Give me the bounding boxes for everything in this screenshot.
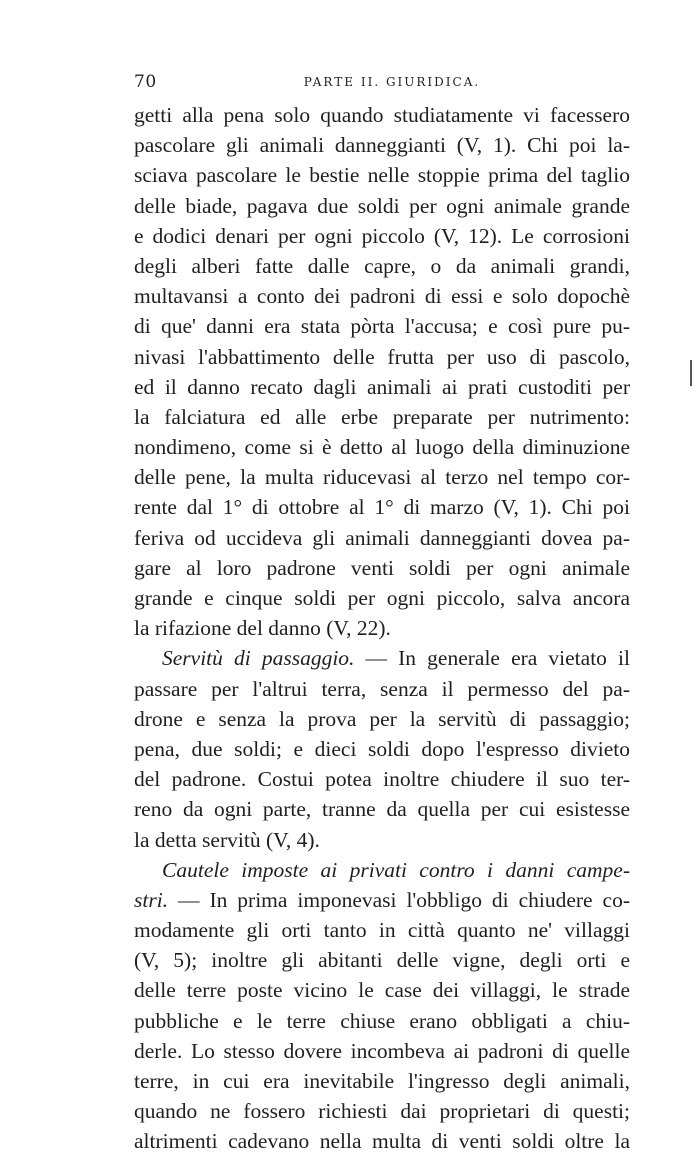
text-line: [134, 764, 630, 794]
text-line: [134, 402, 630, 432]
text-run: multavansi a conto dei padroni di essi e solo dopochè: [134, 284, 630, 309]
text-line: [134, 191, 630, 221]
text-run: — In generale era vietato il: [354, 646, 630, 671]
text-run: passare per l'altrui terra, senza il permesso del pa-: [134, 676, 630, 701]
text-run: drone e senza la prova per la servitù di passaggio;: [134, 706, 630, 731]
text-run: delle biade, pagava due soldi per ogni animale grande: [134, 193, 630, 218]
text-run: e dodici denari per ogni piccolo (V, 12). Le corrosioni: [134, 223, 630, 248]
text-line: [134, 523, 630, 553]
text-line: [134, 311, 630, 341]
page-header: [134, 72, 630, 96]
text-line: [134, 945, 630, 975]
text-line: [134, 1006, 630, 1036]
section-heading: stri.: [134, 887, 169, 912]
text-line: [134, 342, 630, 372]
text-line: [134, 915, 630, 945]
margin-mark: [690, 360, 692, 386]
text-run: la rifazione del danno (V, 22).: [134, 616, 391, 641]
section-heading: Servitù di passaggio.: [162, 646, 355, 671]
text-run: modamente gli orti tanto in città quanto ne' villaggi: [134, 918, 630, 943]
text-run: grande e cinque soldi per ogni piccolo, salva ancora: [134, 586, 630, 610]
text-run: pena, due soldi; e dieci soldi dopo l'espresso divieto: [134, 736, 630, 761]
text-run: delle terre poste vicino le case dei villaggi, le strade: [134, 978, 630, 1003]
text-run: (V, 5); inoltre gli abitanti delle vigne, degli orti e: [134, 948, 630, 973]
text-line: [134, 160, 630, 190]
text-line: [134, 492, 630, 522]
text-line: [134, 583, 630, 613]
text-line: [134, 100, 630, 130]
text-line: [134, 462, 630, 492]
text-run: terre, in cui era inevitabile l'ingresso degli animali,: [134, 1069, 630, 1093]
text-line: [134, 372, 630, 402]
text-run: di que' danni era stata pòrta l'accusa; e così pure pu-: [134, 314, 630, 339]
text-run: reno da ogni parte, tranne da quella per cui esistesse: [134, 797, 630, 822]
text-run: altrimenti cadevano nella multa di venti soldi oltre la: [134, 1129, 630, 1154]
text-run: gare al loro padrone venti soldi per ogni animale: [134, 555, 630, 580]
text-run: derle. Lo stesso dovere incombeva ai padroni di quelle: [134, 1038, 630, 1063]
text-run: — In prima imponevasi l'obbligo di chiudere co-: [168, 887, 630, 912]
text-run: ed il danno recato dagli animali ai prati custoditi per: [134, 374, 630, 399]
text-line: [134, 432, 630, 462]
text-run: delle pene, la multa riducevasi al terzo nel tempo cor-: [134, 465, 630, 490]
text-line: [134, 643, 630, 673]
text-run: nivasi l'abbattimento delle frutta per uso di pascolo,: [134, 344, 630, 369]
text-line: [134, 825, 630, 855]
text-line: [134, 1066, 630, 1096]
text-line: [134, 1126, 630, 1156]
running-head: PARTE II. GIURIDICA.: [303, 75, 481, 89]
text-run: nondimeno, come si è detto al luogo della diminuzione: [134, 435, 630, 460]
text-line: [134, 855, 630, 885]
text-line: [134, 794, 630, 824]
text-line: [134, 674, 630, 704]
body-text: [134, 100, 630, 1157]
text-line: [134, 613, 630, 643]
text-run: quando ne fossero richiesti dai proprietari di questi;: [134, 1099, 630, 1124]
text-run: feriva od uccideva gli animali danneggianti dovea pa-: [134, 525, 630, 550]
text-line: [134, 251, 630, 281]
text-run: degli alberi fatte dalle capre, o da animali grandi,: [134, 253, 630, 278]
section-heading: Cautele imposte ai privati contro i danni campe-: [162, 857, 630, 882]
page-number: 70: [134, 72, 157, 92]
text-run: sciava pascolare le bestie nelle stoppie prima del taglio: [134, 163, 630, 188]
text-run: rente dal 1° di ottobre al 1° di marzo (V, 1). Chi poi: [134, 495, 630, 520]
text-line: [134, 1036, 630, 1066]
text-line: [134, 885, 630, 915]
text-line: [134, 1096, 630, 1126]
text-run: del padrone. Costui potea inoltre chiudere il suo ter-: [134, 767, 630, 792]
text-line: [134, 130, 630, 160]
text-line: [134, 221, 630, 251]
text-run: getti alla pena solo quando studiatamente vi facessero: [134, 103, 630, 127]
text-run: pubbliche e le terre chiuse erano obbligati a chiu-: [134, 1008, 630, 1033]
text-line: [134, 704, 630, 734]
text-run: la detta servitù (V, 4).: [134, 827, 320, 852]
text-line: [134, 553, 630, 583]
text-line: [134, 734, 630, 764]
text-run: la falciatura ed alle erbe preparate per nutrimento:: [134, 404, 630, 429]
text-line: [134, 281, 630, 311]
text-line: [134, 975, 630, 1005]
text-run: pascolare gli animali danneggianti (V, 1). Chi poi la-: [134, 133, 630, 158]
